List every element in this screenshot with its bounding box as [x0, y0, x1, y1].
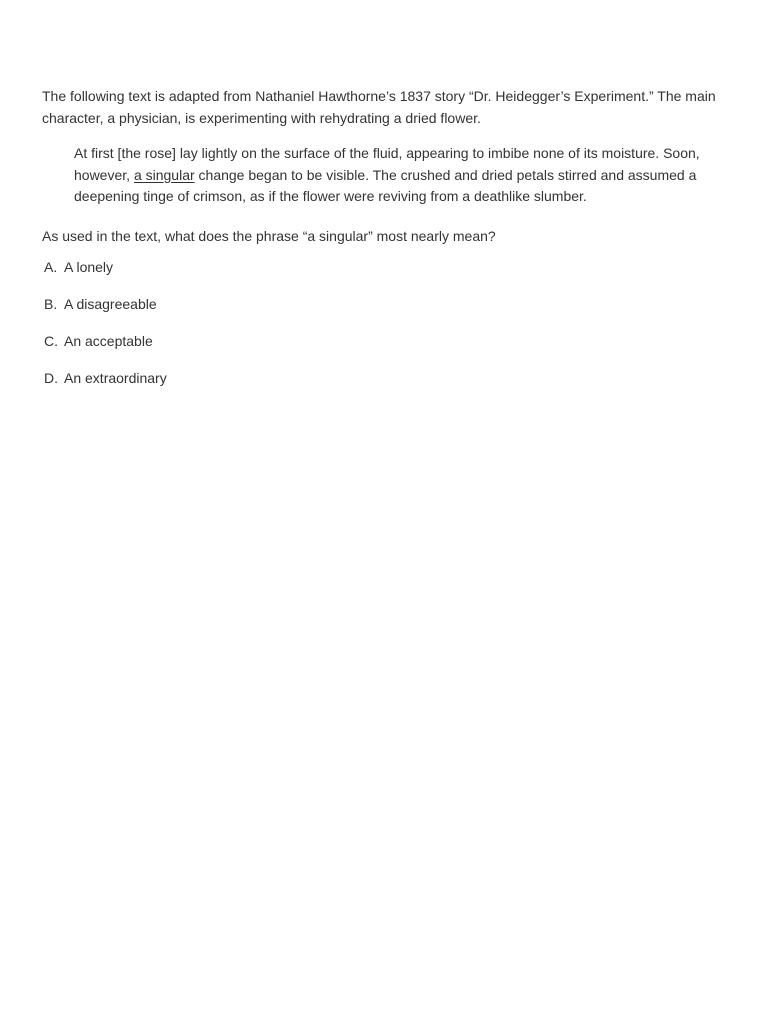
choice-letter: C.	[44, 333, 58, 349]
choice-text: A lonely	[64, 259, 114, 275]
choice-c[interactable]	[42, 333, 726, 354]
passage-text-before: At first [the rose] lay lightly on the surface of the fluid, appearing to imbibe none of its moisture. Soon, however,	[74, 145, 700, 183]
choice-text: An extraordinary	[64, 370, 167, 386]
passage-underlined-phrase: a singular	[133, 166, 195, 183]
choice-text: A disagreeable	[64, 296, 157, 312]
choice-d[interactable]	[42, 370, 726, 391]
choice-a[interactable]	[42, 259, 726, 280]
passage-text-after: change began to be visible. The crushed and dried petals stirred and assumed a deepening tinge of crimson, as if the flower were reviving from a deathlike slumber.	[74, 166, 697, 204]
choice-text: An acceptable	[64, 333, 153, 349]
intro-text: The following text is adapted from Nathaniel Hawthorne’s 1837 story “Dr. Heidegger’s Experiment.” The main character, a physician, is experimenting with rehydrating a dried flower.	[42, 88, 716, 126]
question-page	[42, 86, 726, 407]
choice-letter: A.	[44, 259, 58, 275]
choice-b[interactable]	[42, 296, 726, 317]
choice-letter: B.	[44, 296, 58, 312]
passage-quote	[74, 143, 726, 208]
question-text: As used in the text, what does the phrase “a singular” most nearly mean?	[42, 227, 496, 244]
choice-letter: D.	[44, 370, 58, 386]
answer-choices	[42, 259, 726, 391]
